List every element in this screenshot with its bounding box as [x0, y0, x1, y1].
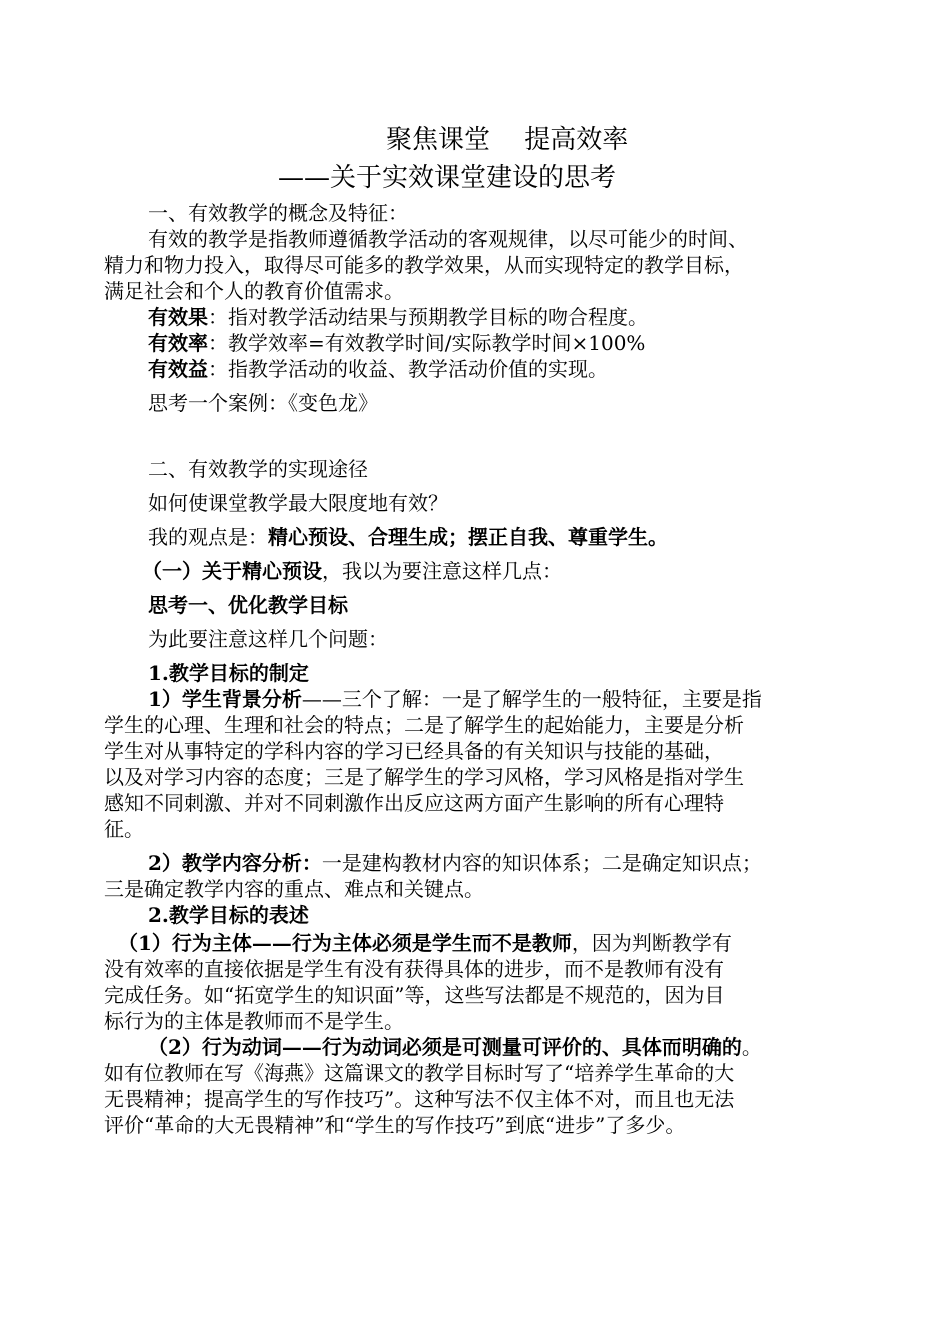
term-effect: 有效果	[148, 305, 208, 329]
definition-benefit-text: ：指教学活动的收益、教学活动价值的实现。	[208, 357, 608, 381]
note-line: 为此要注意这样几个问题：	[148, 627, 388, 651]
definition-efficiency	[148, 330, 850, 356]
para-e-line2: 如有位教师在写《海燕》这篇课文的教学目标时写了“培养学生革命的大	[104, 1061, 735, 1085]
para-c-line3: 完成任务。如“拓宽学生的知识面”等，这些写法都是不规范的，因为目	[104, 983, 725, 1007]
para-c-bold: （1）行为主体——行为主体必须是学生而不是教师	[118, 931, 572, 955]
para-a-line4: 以及对学习内容的态度；三是了解学生的学习风格，学习风格是指对学生	[104, 765, 744, 789]
para-b-text1: 一是建构教材内容的知识体系；二是确定知识点；	[321, 851, 762, 875]
viewpoint-prefix: 我的观点是：	[148, 525, 268, 549]
case-line: 思考一个案例：《变色龙》	[148, 391, 378, 415]
viewpoint-line	[148, 524, 850, 550]
para-a-text1: ——三个了解：一是了解学生的一般特征，主要是指	[301, 687, 762, 711]
definition-efficiency-text: ：教学效率=有效教学时间/实际教学时间×100%	[208, 331, 646, 355]
para-e-text1: 。	[741, 1035, 762, 1059]
item1-heading: 1.教学目标的制定	[148, 661, 309, 685]
para-e-line4: 评价“革命的大无畏精神”和“学生的写作技巧”到底“进步”了多少。	[104, 1113, 686, 1137]
para-c-line2: 没有效率的直接依据是学生有没有获得具体的进步，而不是教师有没有	[104, 957, 724, 981]
term-efficiency: 有效率	[148, 331, 208, 355]
para-a-line1	[148, 686, 850, 712]
para-e-line1	[148, 1034, 894, 1060]
subsection1-bold: （一）关于精心预设	[142, 559, 322, 583]
viewpoint-bold: 精心预设、合理生成；摆正自我、尊重学生。	[268, 525, 668, 549]
thinking1-heading: 思考一、优化教学目标	[148, 593, 348, 617]
question-line: 如何使课堂教学最大限度地有效？	[148, 491, 448, 515]
para-b-bold: 2）教学内容分析：	[148, 851, 322, 875]
para-e-bold: （2）行为动词——行为动词必须是可测量可评价的、具体而明确的	[148, 1035, 742, 1059]
para-c-line1	[118, 930, 864, 956]
para-a-line5: 感知不同刺激、并对不同刺激作出反应这两方面产生影响的所有心理特	[104, 791, 724, 815]
s1-p1-line2: 精力和物力投入，取得尽可能多的教学效果，从而实现特定的教学目标，	[104, 253, 744, 277]
item2-heading: 2.教学目标的表述	[148, 903, 309, 927]
para-e-line3: 无畏精神；提高学生的写作技巧”。这种写法不仅主体不对，而且也无法	[104, 1087, 735, 1111]
s1-p1-line3: 满足社会和个人的教育价值需求。	[104, 279, 404, 303]
para-a-line3: 学生对从事特定的学科内容的学习已经具备的有关知识与技能的基础，	[104, 739, 724, 763]
definition-effect	[148, 304, 850, 330]
para-c-line4: 标行为的主体是教师而不是学生。	[104, 1009, 404, 1033]
doc-title: 聚焦课堂 提高效率	[386, 125, 629, 155]
para-b-line2: 三是确定教学内容的重点、难点和关键点。	[104, 877, 484, 901]
para-a-line2: 学生的心理、生理和社会的特点；二是了解学生的起始能力，主要是分析	[104, 713, 744, 737]
para-a-bold: 1）学生背景分析	[148, 687, 302, 711]
para-b-line1	[148, 850, 850, 876]
section2-heading: 二、有效教学的实现途径	[148, 457, 368, 481]
definition-benefit	[148, 356, 850, 382]
s1-p1-line1: 有效的教学是指教师遵循教学活动的客观规律，以尽可能少的时间、	[148, 227, 748, 251]
term-benefit: 有效益	[148, 357, 208, 381]
para-c-text1: ，因为判断教学有	[571, 931, 732, 955]
definition-effect-text: ：指对教学活动结果与预期教学目标的吻合程度。	[208, 305, 648, 329]
doc-subtitle: ——关于实效课堂建设的思考	[278, 163, 617, 193]
section1-heading: 一、有效教学的概念及特征：	[148, 201, 408, 225]
subsection1-text: ，我以为要注意这样几点：	[322, 559, 562, 583]
para-a-line6: 征。	[104, 817, 144, 841]
subsection1-line	[142, 558, 844, 584]
